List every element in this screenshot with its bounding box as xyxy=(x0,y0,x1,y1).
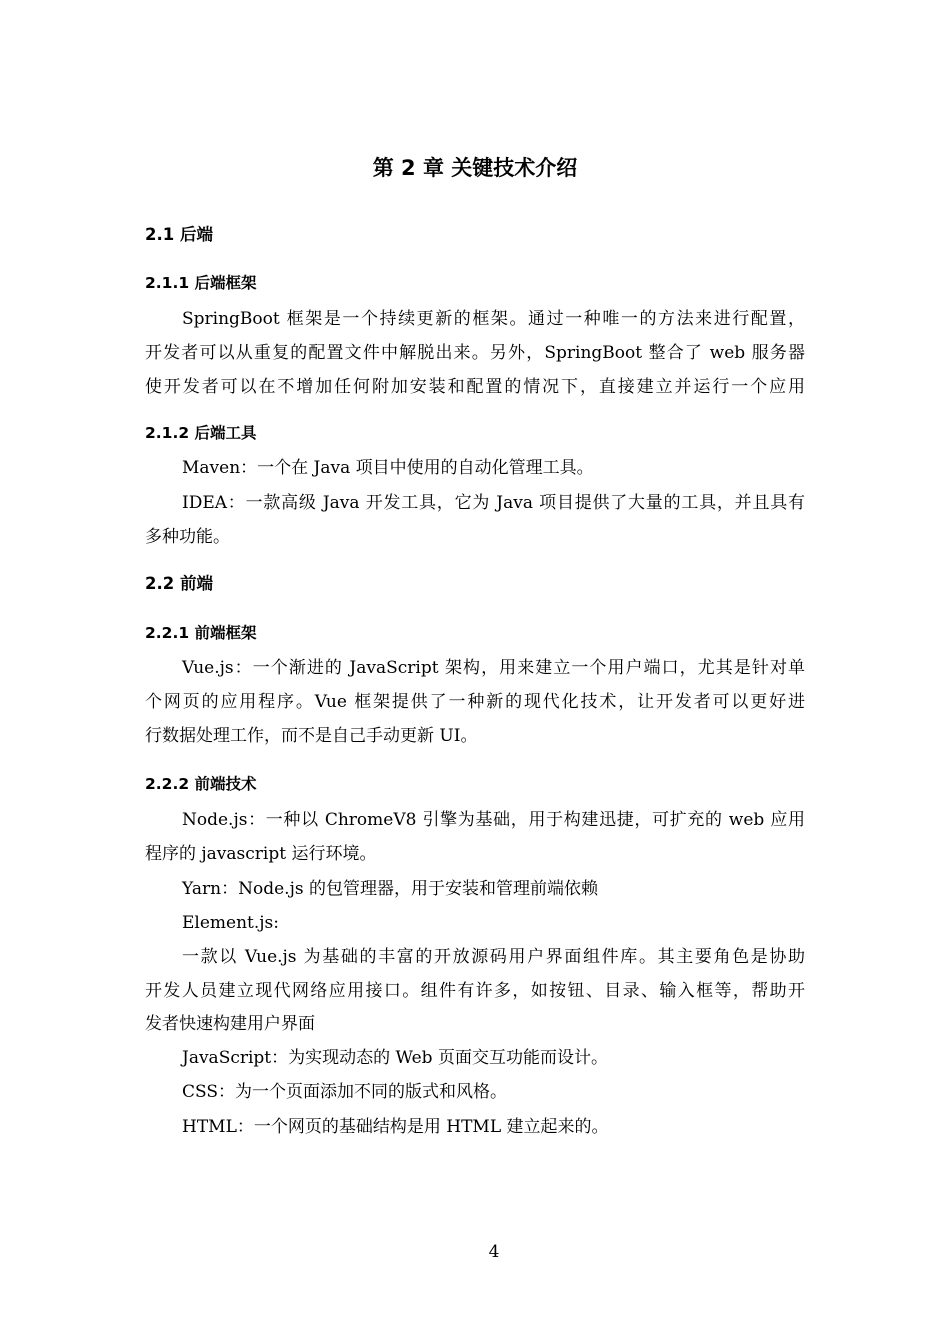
section-heading-2-2: 2.2 前端 xyxy=(145,574,213,593)
subsection-heading-2-2-1: 2.2.1 前端框架 xyxy=(145,624,257,642)
paragraph-line: Node.js：一种以 ChromeV8 引擎为基础，用于构建迅捷，可扩充的 web 应用 xyxy=(182,810,805,830)
paragraph-line: IDEA：一款高级 Java 开发工具，它为 Java 项目提供了大量的工具，并且具有 xyxy=(182,493,805,513)
subsection-heading-2-2-2: 2.2.2 前端技术 xyxy=(145,775,257,793)
paragraph-line: HTML：一个网页的基础结构是用 HTML 建立起来的。 xyxy=(182,1117,609,1137)
page-number: 4 xyxy=(488,1242,500,1262)
paragraph-line: 个网页的应用程序。Vue 框架提供了一种新的现代化技术，让开发者可以更好进 xyxy=(145,692,805,712)
paragraph-line: JavaScript：为实现动态的 Web 页面交互功能而设计。 xyxy=(182,1048,608,1068)
paragraph-line: 程序的 javascript 运行环境。 xyxy=(145,844,377,864)
paragraph-line: 开发人员建立现代网络应用接口。组件有许多，如按钮、目录、输入框等，帮助开 xyxy=(145,981,805,1001)
paragraph-line: 行数据处理工作，而不是自己手动更新 UI。 xyxy=(145,726,478,746)
section-heading-2-1: 2.1 后端 xyxy=(145,225,213,244)
paragraph-line: Vue.js：一个渐进的 JavaScript 架构，用来建立一个用户端口，尤其是针对单 xyxy=(182,658,805,678)
subsection-heading-2-1-1: 2.1.1 后端框架 xyxy=(145,274,257,292)
paragraph-line: SpringBoot 框架是一个持续更新的框架。通过一种唯一的方法来进行配置， xyxy=(182,309,805,329)
paragraph-line: 开发者可以从重复的配置文件中解脱出来。另外，SpringBoot 整合了 web 服务器 xyxy=(145,343,805,363)
paragraph-line: CSS：为一个页面添加不同的版式和风格。 xyxy=(182,1082,507,1102)
paragraph-line: 一款以 Vue.js 为基础的丰富的开放源码用户界面组件库。其主要角色是协助 xyxy=(182,947,805,967)
paragraph-line: 多种功能。 xyxy=(145,527,230,547)
subsection-heading-2-1-2: 2.1.2 后端工具 xyxy=(145,424,257,442)
paragraph-line: 使开发者可以在不增加任何附加安装和配置的情况下，直接建立并运行一个应用 xyxy=(145,377,805,397)
paragraph-line: Yarn：Node.js 的包管理器，用于安装和管理前端依赖 xyxy=(182,879,598,899)
paragraph-line: 发者快速构建用户界面 xyxy=(145,1014,315,1034)
paragraph-line: Element.js: xyxy=(182,913,279,933)
chapter-title: 第 2 章 关键技术介绍 xyxy=(372,156,578,180)
paragraph-line: Maven：一个在 Java 项目中使用的自动化管理工具。 xyxy=(182,458,594,478)
